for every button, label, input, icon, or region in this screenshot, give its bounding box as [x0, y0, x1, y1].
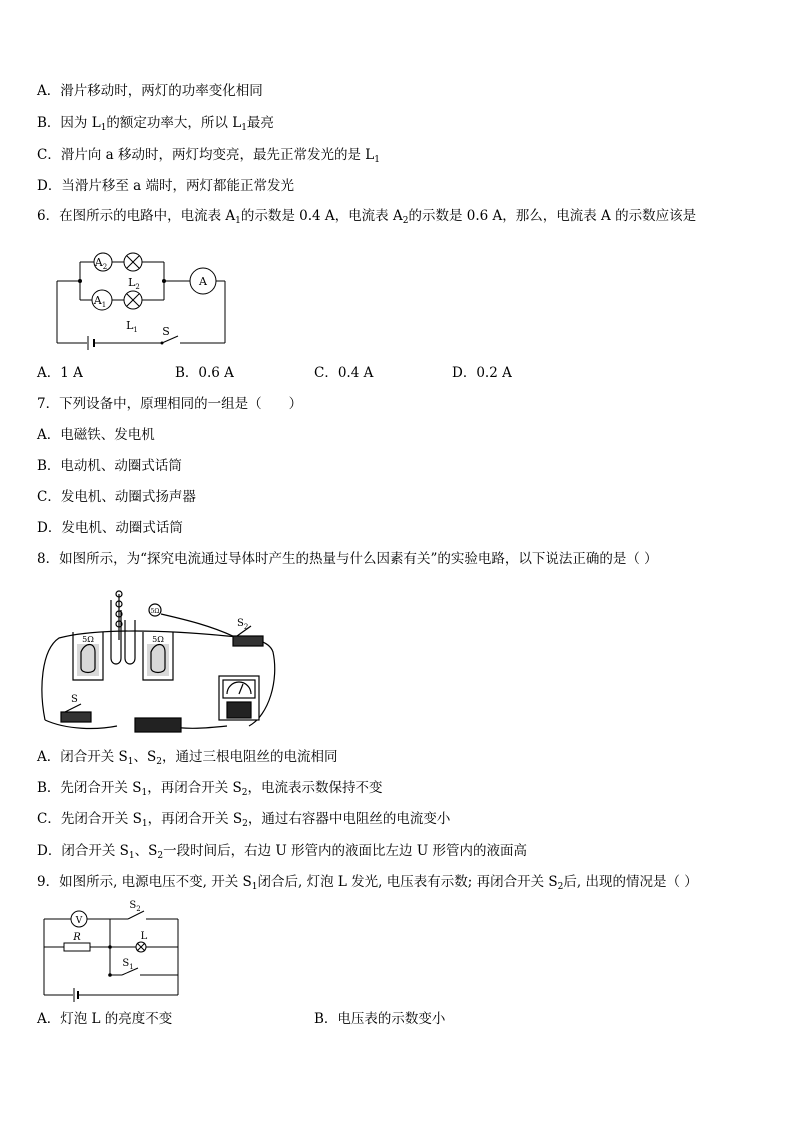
q7-stem: 7．下列设备中，原理相同的一组是（ ）: [37, 396, 303, 412]
svg-text:L2: $L_2$: [128, 276, 140, 291]
svg-text:A: A: [199, 275, 207, 288]
svg-text:L: L: [140, 931, 148, 942]
q8-experiment-diagram: [37, 580, 277, 738]
svg-text:S: S: [162, 325, 170, 338]
q9-stem: 9．如图所示, 电源电压不变, 开关 $S_1$闭合后, 灯泡 L 发光, 电压表有示数; 再闭合开关 $S_2$后, 出现的情况是（ ）: [37, 874, 698, 892]
q9-option-b: B．电压表的示数变小: [314, 1011, 446, 1027]
svg-text:S2: $S_2$: [237, 618, 249, 631]
q6-option-b: B．0.6 A: [175, 365, 234, 381]
q6-circuit-diagram: [50, 240, 240, 352]
q8-option-d: D．闭合开关 $S_1$、$S_2$一段时间后，右边 U 形管内的液面比左边 U 形管内的液面高: [37, 843, 528, 861]
svg-text:5Ω: 5Ω: [82, 635, 94, 644]
q8-option-c: C．先闭合开关 $S_1$，再闭合开关 $S_2$，通过右容器中电阻丝的电流变小: [37, 811, 451, 829]
q6-option-a: A．1 A: [37, 365, 83, 381]
q7-option-d: D．发电机、动圈式话筒: [37, 520, 183, 536]
svg-text:5Ω: 5Ω: [152, 635, 164, 644]
svg-text:R: R: [73, 932, 81, 943]
q6-stem: 6．在图所示的电路中，电流表 $A_1$的示数是 0.4 A，电流表 $A_2$的示数是 0.6 A，那么，电流表 A 的示数应该是: [37, 208, 697, 226]
q7-option-b: B．电动机、动圈式话筒: [37, 458, 182, 474]
q7-option-c: C．发电机、动圈式扬声器: [37, 489, 196, 505]
q9-option-a: A．灯泡 L 的亮度不变: [37, 1011, 173, 1027]
q5-option-b: B．因为 $L_1$的额定功率大，所以 $L_1$最亮: [37, 115, 274, 133]
svg-text:S2: $S_2$: [129, 900, 141, 913]
q9-circuit-diagram: [40, 897, 185, 1002]
q8-option-b: B．先闭合开关 $S_1$，再闭合开关 $S_2$，电流表示数保持不变: [37, 780, 383, 798]
q8-option-a: A．闭合开关 $S_1$、$S_2$，通过三根电阻丝的电流相同: [37, 749, 338, 767]
svg-text:5Ω: 5Ω: [150, 608, 160, 615]
q8-stem: 8．如图所示，为“探究电流通过导体时产生的热量与什么因素有关”的实验电路，以下说法正确的是（ ）: [37, 551, 658, 567]
q6-option-c: C．0.4 A: [314, 365, 374, 381]
svg-text:L1: $L_1$: [126, 319, 138, 334]
q6-option-d: D．0.2 A: [452, 365, 512, 381]
svg-text:A1: $A_1$: [93, 294, 107, 309]
svg-text:S1: $S_1$: [122, 958, 134, 971]
q5-option-d: D．当滑片移至 a 端时，两灯都能正常发光: [37, 178, 294, 194]
q5-option-c: C．滑片向 a 移动时，两灯均变亮，最先正常发光的是 $L_1$: [37, 147, 380, 165]
q5-option-a: A．滑片移动时，两灯的功率变化相同: [37, 83, 263, 99]
svg-text:V: V: [75, 916, 83, 926]
svg-text:S: S: [71, 694, 78, 705]
q7-option-a: A．电磁铁、发电机: [37, 427, 155, 443]
svg-text:A2: $A_2$: [94, 256, 108, 271]
